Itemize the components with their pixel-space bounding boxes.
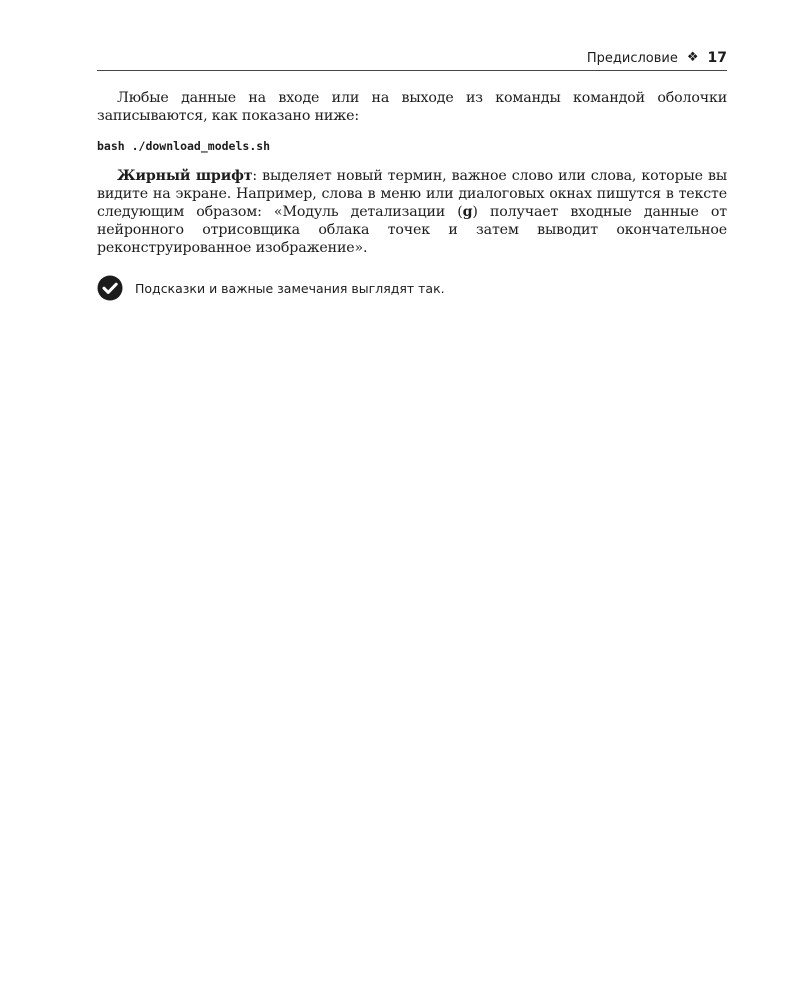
term-colon: : [252, 168, 257, 184]
header-rule [97, 70, 727, 71]
separator-ornament: ❖ [686, 50, 699, 65]
paragraph-bold-font [97, 167, 727, 257]
tip-text: Подсказки и важные замечания выглядят так. [135, 280, 445, 296]
running-header [587, 50, 727, 66]
section-title: Предисловие [586, 51, 678, 66]
code-example: bash ./download_models.sh [97, 139, 271, 153]
paragraph-text-part-2: ) получает входные данные от нейронного отрисовщика облака точек и затем выводит окончательное реконструированное изображение». [97, 204, 727, 256]
tip-note [97, 275, 445, 301]
paragraph-text-part-1: выделяет новый термин, важное слово или слова, которые вы видите на экране. Например, слова в меню или диалоговых окнах пишутся в тексте следующим образом: «Модуль детализации ( [97, 168, 727, 220]
bold-symbol: g [462, 204, 473, 220]
page-number: 17 [707, 50, 727, 66]
bold-term: Жирный шрифт [117, 168, 253, 184]
paragraph-input-output: Любые данные на входе или на выходе из команды командой оболочки записываются, как показано ниже: [97, 90, 727, 124]
check-circle-icon [97, 275, 123, 301]
